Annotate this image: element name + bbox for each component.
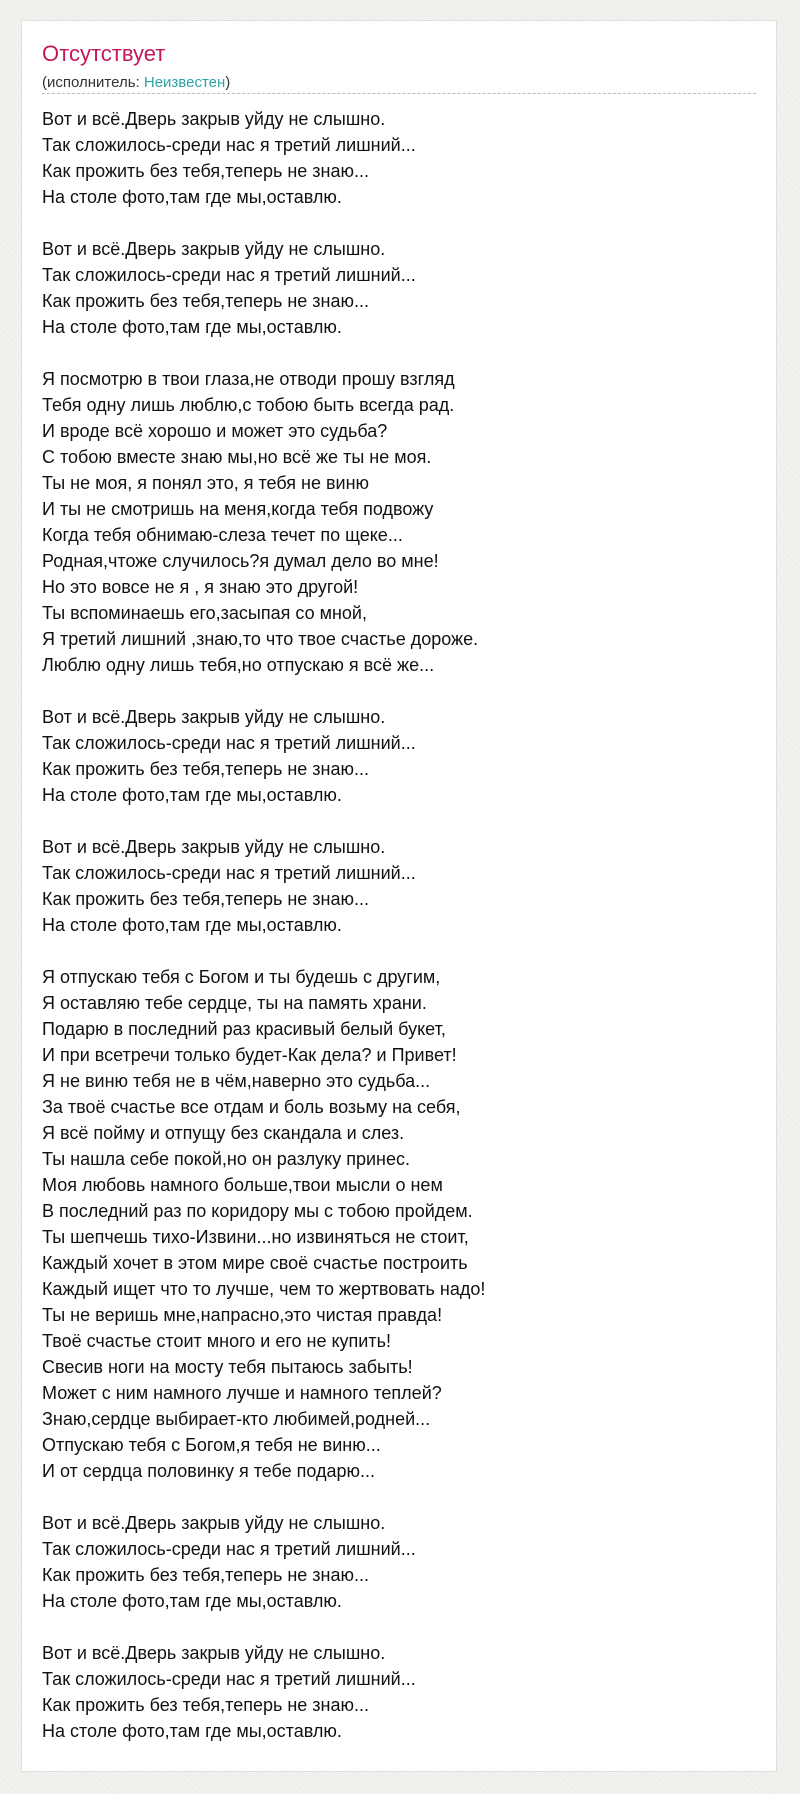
lyric-line: С тобою вместе знаю мы,но всё же ты не моя. [42, 447, 432, 467]
stanza-gap [42, 340, 752, 366]
lyric-line: Я третий лишний ,знаю,то что твое счастье дороже. [42, 629, 479, 649]
lyric-line: Я не виню тебя не в чём,наверно это судьба... [42, 1071, 431, 1091]
artist-suffix: ) [225, 74, 231, 91]
lyric-line: Вот и всё.Дверь закрыв уйду не слышно. [42, 837, 386, 857]
lyric-line: Моя любовь намного больше,твои мысли о нем [42, 1175, 443, 1195]
lyric-line: Как прожить без тебя,теперь не знаю... [42, 759, 370, 779]
lyric-line: Ты нашла себе покой,но он разлуку принес. [42, 1149, 410, 1169]
lyric-line: Ты шепчешь тихо-Извини...но извиняться не стоит, [42, 1227, 469, 1247]
lyric-line: Может с ним намного лучше и намного теплей? [42, 1383, 442, 1403]
lyric-line: Ты не моя, я понял это, я тебя не виню [42, 473, 370, 493]
lyric-line: Как прожить без тебя,теперь не знаю... [42, 161, 370, 181]
lyric-line: И при всетречи только будет-Как дела? и Привет! [42, 1045, 457, 1065]
lyric-line: И от сердца половинку я тебе подарю... [42, 1461, 376, 1481]
stanza-gap [42, 1614, 752, 1640]
stanza-gap [42, 210, 752, 236]
artist-prefix: (исполнитель: [42, 74, 144, 91]
lyric-line: Как прожить без тебя,теперь не знаю... [42, 889, 370, 909]
lyric-line: Я отпускаю тебя с Богом и ты будешь с другим, [42, 967, 441, 987]
lyric-line: Ты не веришь мне,напрасно,это чистая правда! [42, 1305, 443, 1325]
lyric-line: Вот и всё.Дверь закрыв уйду не слышно. [42, 109, 386, 129]
lyric-line: Вот и всё.Дверь закрыв уйду не слышно. [42, 1513, 386, 1533]
lyric-line: Так сложилось-среди нас я третий лишний... [42, 135, 416, 155]
stanza-gap [42, 1484, 752, 1510]
lyric-line: Как прожить без тебя,теперь не знаю... [42, 1695, 370, 1715]
lyrics-text [42, 106, 752, 1744]
lyric-line: Так сложилось-среди нас я третий лишний... [42, 265, 416, 285]
lyric-line: Так сложилось-среди нас я третий лишний... [42, 863, 416, 883]
lyric-line: В последний раз по коридору мы с тобою пройдем. [42, 1201, 473, 1221]
artist-link[interactable]: Неизвестен [143, 74, 226, 91]
lyric-line: На столе фото,там где мы,оставлю. [42, 785, 342, 805]
lyric-line: Знаю,сердце выбирает-кто любимей,родней... [42, 1409, 431, 1429]
lyric-line: Твоё счастье стоит много и его не купить! [42, 1331, 391, 1351]
stanza-gap [42, 808, 752, 834]
stanza-gap [42, 678, 752, 704]
lyric-line: Как прожить без тебя,теперь не знаю... [42, 291, 370, 311]
lyric-line: Вот и всё.Дверь закрыв уйду не слышно. [42, 1643, 386, 1663]
lyric-line: Я оставляю тебе сердце, ты на память храни. [42, 993, 427, 1013]
lyric-line: Вот и всё.Дверь закрыв уйду не слышно. [42, 239, 386, 259]
lyric-line: На столе фото,там где мы,оставлю. [42, 1591, 342, 1611]
lyric-line: Ты вспоминаешь его,засыпая со мной, [42, 603, 367, 623]
header-divider [42, 93, 756, 94]
song-title: Отсутствует [42, 41, 166, 66]
lyric-line: Так сложилось-среди нас я третий лишний... [42, 1669, 416, 1689]
lyric-line: И вроде всё хорошо и может это судьба? [42, 421, 388, 441]
lyric-line: На столе фото,там где мы,оставлю. [42, 1721, 342, 1741]
lyric-line: Я всё пойму и отпущу без скандала и слез. [42, 1123, 405, 1143]
lyric-line: Когда тебя обнимаю-слеза течет по щеке... [42, 525, 403, 545]
lyric-line: Отпускаю тебя с Богом,я тебя не виню... [42, 1435, 381, 1455]
artist-byline [42, 75, 230, 90]
lyric-line: И ты не смотришь на меня,когда тебя подвожу [42, 499, 434, 519]
lyric-line: Люблю одну лишь тебя,но отпускаю я всё же... [42, 655, 435, 675]
lyric-line: Тебя одну лишь люблю,с тобою быть всегда рад. [42, 395, 455, 415]
lyric-line: Каждый ищет что то лучше, чем то жертвовать надо! [42, 1279, 486, 1299]
lyric-line: На столе фото,там где мы,оставлю. [42, 187, 342, 207]
lyric-line: Каждый хочет в этом мире своё счастье построить [42, 1253, 468, 1273]
lyric-line: На столе фото,там где мы,оставлю. [42, 317, 342, 337]
lyric-line: На столе фото,там где мы,оставлю. [42, 915, 342, 935]
lyric-line: Вот и всё.Дверь закрыв уйду не слышно. [42, 707, 386, 727]
stanza-gap [42, 938, 752, 964]
lyric-line: Подарю в последний раз красивый белый букет, [42, 1019, 446, 1039]
lyric-line: Свесив ноги на мосту тебя пытаюсь забыть! [42, 1357, 413, 1377]
lyric-line: Я посмотрю в твои глаза,не отводи прошу взгляд [42, 369, 455, 389]
lyric-line: Но это вовсе не я , я знаю это другой! [42, 577, 359, 597]
lyric-line: За твоё счастье все отдам и боль возьму на себя, [42, 1097, 461, 1117]
lyric-line: Так сложилось-среди нас я третий лишний... [42, 733, 416, 753]
lyric-line: Как прожить без тебя,теперь не знаю... [42, 1565, 370, 1585]
lyrics-card [21, 20, 777, 1772]
lyric-line: Так сложилось-среди нас я третий лишний... [42, 1539, 416, 1559]
lyric-line: Родная,чтоже случилось?я думал дело во мне! [42, 551, 439, 571]
